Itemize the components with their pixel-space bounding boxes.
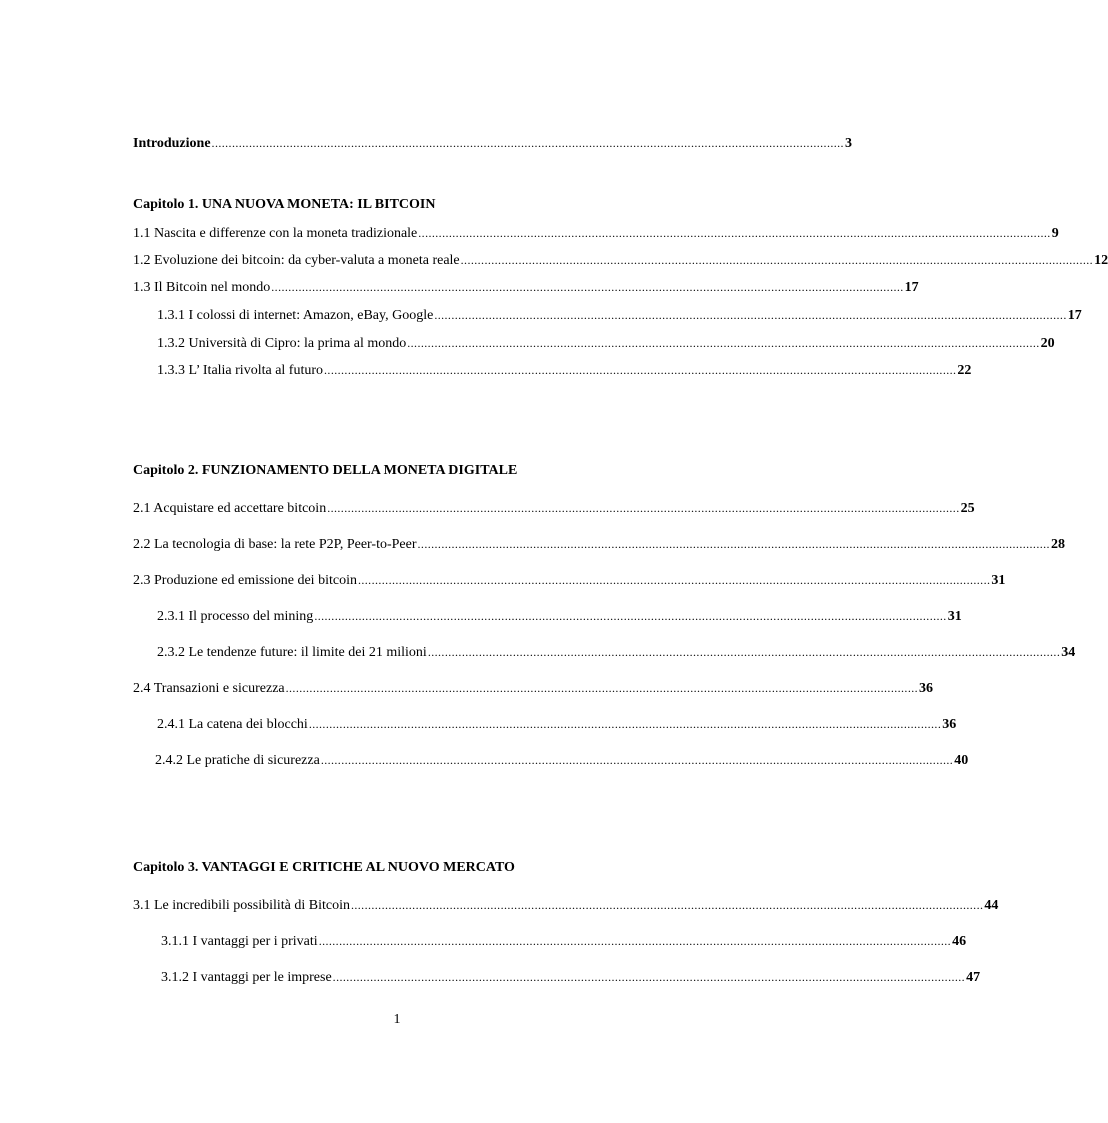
- toc-entry-label: Introduzione: [133, 136, 211, 151]
- chapter-3-heading: Capitolo 3. VANTAGGI E CRITICHE AL NUOVO MERCATO: [133, 860, 515, 875]
- page-number: 1: [393, 1012, 401, 1027]
- dot-leader: ..........................................................................................................................................................................................: [357, 573, 991, 587]
- toc-entry-page: 3: [844, 136, 852, 151]
- toc-entry-1-1[interactable]: [133, 223, 1059, 243]
- toc-entry-label: 2.1 Acquistare ed accettare bitcoin: [133, 501, 327, 516]
- dot-leader: ..........................................................................................................................................................................................: [271, 280, 904, 294]
- toc-entry-label: 1.3.1 I colossi di internet: Amazon, eBay, Google: [157, 308, 434, 323]
- toc-entry-page: 36: [919, 681, 934, 696]
- toc-entry-label: 3.1.1 I vantaggi per i privati: [161, 934, 318, 949]
- toc-entry-label: 2.3.2 Le tendenze future: il limite dei 21 milioni: [157, 645, 427, 660]
- toc-entry-page: 34: [1061, 645, 1076, 660]
- toc-entry-page: 28: [1050, 537, 1065, 552]
- toc-entry-introduzione[interactable]: [133, 133, 852, 153]
- dot-leader: ..........................................................................................................................................................................................: [332, 970, 966, 984]
- toc-entry-2-3-1[interactable]: [157, 606, 962, 626]
- dot-leader: ..........................................................................................................................................................................................: [460, 253, 1094, 267]
- toc-entry-page: 36: [942, 717, 957, 732]
- toc-entry-page: 40: [954, 753, 969, 768]
- toc-entry-label: 1.3 Il Bitcoin nel mondo: [133, 280, 271, 295]
- toc-entry-1-3-1[interactable]: [157, 305, 1082, 325]
- dot-leader: ..........................................................................................................................................................................................: [350, 898, 984, 912]
- toc-entry-page: 44: [984, 898, 999, 913]
- toc-entry-3-1-2[interactable]: [161, 967, 981, 987]
- toc-entry-2-4-1[interactable]: [157, 714, 957, 734]
- dot-leader: ..........................................................................................................................................................................................: [418, 226, 1051, 240]
- toc-entry-label: 1.1 Nascita e differenze con la moneta tradizionale: [133, 226, 418, 241]
- dot-leader: ..........................................................................................................................................................................................: [314, 609, 947, 623]
- toc-entry-2-4[interactable]: [133, 678, 934, 698]
- toc-entry-page: 12: [1094, 253, 1108, 268]
- toc-entry-page: 17: [1067, 308, 1082, 323]
- toc-entry-label: 2.4.1 La catena dei blocchi: [157, 717, 308, 732]
- dot-leader: ..........................................................................................................................................................................................: [327, 501, 960, 515]
- dot-leader: ..........................................................................................................................................................................................: [320, 753, 954, 767]
- dot-leader: ..........................................................................................................................................................................................: [318, 934, 952, 948]
- toc-entry-page: 31: [991, 573, 1006, 588]
- toc-entry-2-4-2[interactable]: [155, 750, 969, 770]
- toc-entry-label: 3.1.2 I vantaggi per le imprese: [161, 970, 332, 985]
- dot-leader: ..........................................................................................................................................................................................: [308, 717, 942, 731]
- dot-leader: ..........................................................................................................................................................................................: [211, 136, 844, 150]
- dot-leader: ..........................................................................................................................................................................................: [285, 681, 919, 695]
- toc-entry-2-3[interactable]: [133, 570, 1006, 590]
- toc-entry-1-2[interactable]: [133, 250, 1108, 270]
- toc-entry-2-3-2[interactable]: [157, 642, 1076, 662]
- toc-entry-label: 2.4 Transazioni e sicurezza: [133, 681, 285, 696]
- toc-entry-page: 46: [952, 934, 967, 949]
- toc-entry-page: 22: [957, 363, 972, 378]
- dot-leader: ..........................................................................................................................................................................................: [417, 537, 1050, 551]
- toc-entry-3-1-1[interactable]: [161, 931, 967, 951]
- toc-entry-page: 25: [960, 501, 975, 516]
- toc-entry-2-2[interactable]: [133, 534, 1065, 554]
- toc-entry-page: 31: [947, 609, 962, 624]
- toc-entry-label: 2.4.2 Le pratiche di sicurezza: [155, 753, 320, 768]
- toc-entry-label: 2.3.1 Il processo del mining: [157, 609, 314, 624]
- toc-entry-label: 3.1 Le incredibili possibilità di Bitcoin: [133, 898, 350, 913]
- toc-entry-label: 1.3.2 Università di Cipro: la prima al mondo: [157, 336, 407, 351]
- toc-entry-1-3-3[interactable]: [157, 360, 972, 380]
- toc-entry-3-1[interactable]: [133, 895, 999, 915]
- dot-leader: ..........................................................................................................................................................................................: [427, 645, 1061, 659]
- toc-entry-page: 47: [966, 970, 981, 985]
- toc-entry-1-3-2[interactable]: [157, 333, 1055, 353]
- toc-entry-page: 17: [904, 280, 919, 295]
- toc-entry-2-1[interactable]: [133, 498, 975, 518]
- toc-entry-label: 2.3 Produzione ed emissione dei bitcoin: [133, 573, 357, 588]
- dot-leader: ..........................................................................................................................................................................................: [324, 363, 957, 377]
- toc-entry-1-3[interactable]: [133, 277, 919, 297]
- dot-leader: ..........................................................................................................................................................................................: [407, 336, 1040, 350]
- toc-entry-label: 2.2 La tecnologia di base: la rete P2P, Peer-to-Peer: [133, 537, 417, 552]
- chapter-1-heading: Capitolo 1. UNA NUOVA MONETA: IL BITCOIN: [133, 197, 436, 212]
- dot-leader: ..........................................................................................................................................................................................: [434, 308, 1067, 322]
- toc-entry-page: 9: [1051, 226, 1059, 241]
- chapter-2-heading: Capitolo 2. FUNZIONAMENTO DELLA MONETA DIGITALE: [133, 463, 518, 478]
- toc-entry-label: 1.2 Evoluzione dei bitcoin: da cyber-valuta a moneta reale: [133, 253, 460, 268]
- toc-entry-label: 1.3.3 L’ Italia rivolta al futuro: [157, 363, 324, 378]
- toc-entry-page: 20: [1040, 336, 1055, 351]
